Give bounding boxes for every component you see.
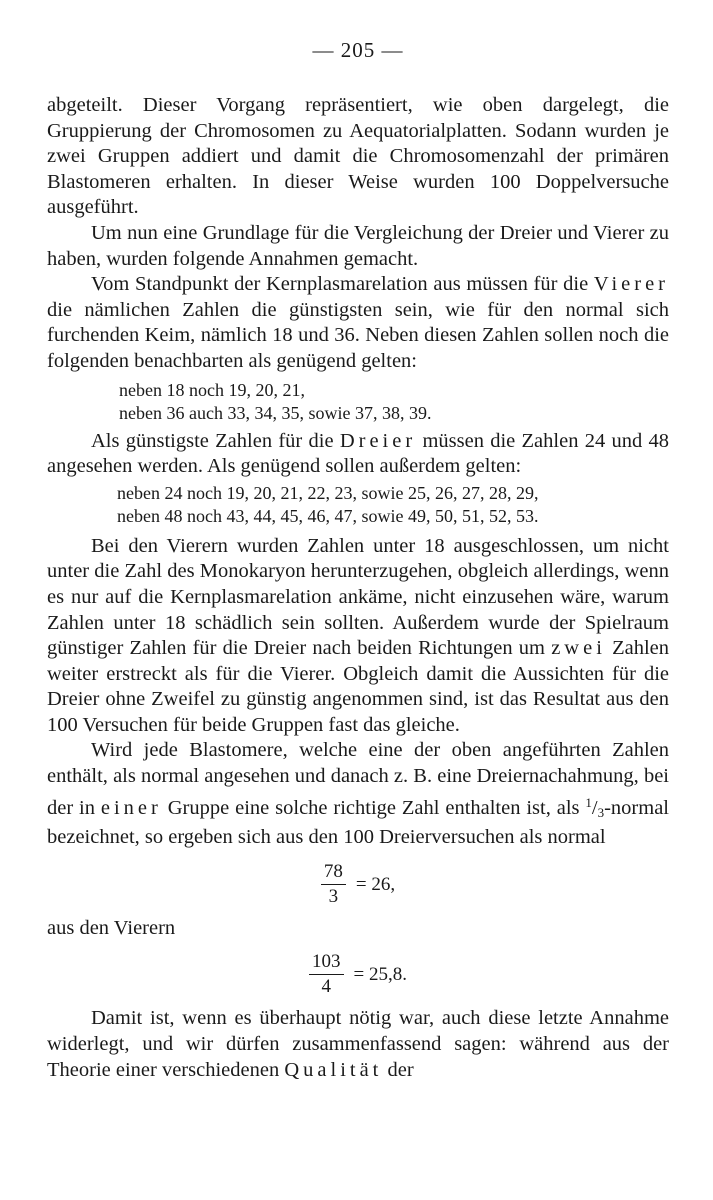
paragraph-8-text-b: der — [382, 1058, 414, 1081]
emphasis-dreier: Dreier — [339, 429, 417, 452]
formula-denominator: 4 — [321, 976, 332, 998]
paragraph-5-text-b: Zahlen weiter erstreckt als für die Vierer. Obgleich damit die Aussichten für die Dreier ohne Zweifel zu günstig angenommen sind, ist das Resultat aus den 100 Versuchen für beide Gruppen fast das gleiche. — [47, 637, 670, 736]
formula-result: = 25,8. — [353, 964, 407, 986]
paragraph-3-text-b: die nämlichen Zahlen die günstigsten sein, wie für den normal sich furchenden Keim, nämlich 18 und 36. Neben diesen Zahlen sollen noch die folgenden benachbarten als genügend gelten: — [47, 298, 669, 372]
paragraph-1: abgeteilt. Dieser Vorgang repräsentiert, wie oben dargelegt, die Gruppierung der Chromosomen zu Aequatorialplatten. Sodann wurden je zwei Gruppen addiert und damit die Chromosomenzahl der primären Blastomeren erhalten. In dieser Weise wurden 100 Doppelversuche ausgeführt. — [47, 94, 669, 219]
formula-numerator: 103 — [309, 951, 344, 975]
page-number: — 205 — — [312, 38, 404, 62]
formula-numerator: 78 — [321, 861, 346, 885]
paragraph-6-text-c: -normal bezeichnet, so ergeben sich aus den 100 Dreierversuchen als normal — [47, 796, 669, 849]
body-text — [47, 93, 669, 1083]
paragraph-6-text-a: Wird jede Blastomere, welche eine der oben angeführten Zahlen enthält, als normal angesehen und danach z. B. eine Dreiernachahmung, bei der in — [47, 739, 669, 819]
paragraph-8 — [47, 1006, 669, 1083]
fraction — [309, 951, 344, 998]
formula-result: = 26, — [355, 873, 396, 895]
fraction-numerator: 1 — [585, 794, 592, 810]
list-item: neben 18 noch 19, 20, 21, — [119, 379, 305, 400]
paragraph-4-text-a: Als günstigste Zahlen für die — [91, 429, 340, 452]
page — [47, 38, 669, 1083]
paragraph-4 — [47, 429, 669, 480]
paragraph-3-text-a: Vom Standpunkt der Kernplasmarelation aus müssen für die — [91, 273, 594, 296]
paragraph-5 — [47, 534, 669, 739]
fraction — [321, 861, 346, 908]
paragraph-6: Wird jede Blastomere, welche eine der oben angeführten Zahlen enthält, als normal angesehen und danach z. B. eine Dreiernachahmung, bei der in einer Gruppe eine solche richtige Zahl enthalten ist, als $^1/_3$-normal bezeichnet, so ergeben sich aus den 100 Dreierversuchen als normal — [47, 739, 669, 849]
emphasis-qualitaet: Qualität — [284, 1058, 383, 1081]
list-item: neben 24 noch 19, 20, 21, 22, 23, sowie 25, 26, 27, 28, 29, — [117, 482, 539, 503]
paragraph-2: Um nun eine Grundlage für die Vergleichung der Dreier und Vierer zu haben, wurden folgende Annahmen gemacht. — [47, 221, 669, 270]
formula-dreier — [47, 861, 669, 908]
formula-vierer — [47, 951, 669, 998]
paragraph-7: aus den Vierern — [47, 916, 176, 939]
emphasis-vierer: Vierer — [593, 273, 669, 296]
vierer-number-list — [47, 379, 669, 425]
paragraph-5-text-a: Bei den Vierern wurden Zahlen unter 18 ausgeschlossen, um nicht unter die Zahl des Monokaryon herunterzugehen, obgleich allerdings, wenn es nur auf die Kernplasmarelation ankäme, nicht einzusehen wäre, warum Zahlen unter 18 schädlich sein sollten. Außerdem wurde der Spielraum günstiger Zahlen für die Dreier nach beiden Richtungen um — [47, 534, 669, 660]
list-item: neben 48 noch 43, 44, 45, 46, 47, sowie 49, 50, 51, 52, 53. — [117, 505, 539, 526]
formula-denominator: 3 — [328, 885, 339, 907]
paragraph-6-text-b: Gruppe eine solche richtige Zahl enthalten ist, als — [161, 796, 586, 819]
fraction-denominator: 3 — [597, 804, 605, 820]
emphasis-zwei: zwei — [551, 637, 606, 660]
paragraph-4-text-b: müssen die Zahlen 24 und 48 angesehen werden. Als genügend sollen außerdem gelten: — [47, 429, 669, 478]
dreier-number-list — [47, 482, 669, 528]
paragraph-8-text-a: Damit ist, wenn es überhaupt nötig war, auch diese letzte Annahme widerlegt, und wir dürfen zusammenfassend sagen: während aus der Theorie einer verschiedenen — [47, 1007, 669, 1081]
paragraph-3 — [47, 272, 669, 374]
emphasis-einer: einer — [100, 796, 162, 819]
list-item: neben 36 auch 33, 34, 35, sowie 37, 38, 39. — [119, 402, 432, 423]
